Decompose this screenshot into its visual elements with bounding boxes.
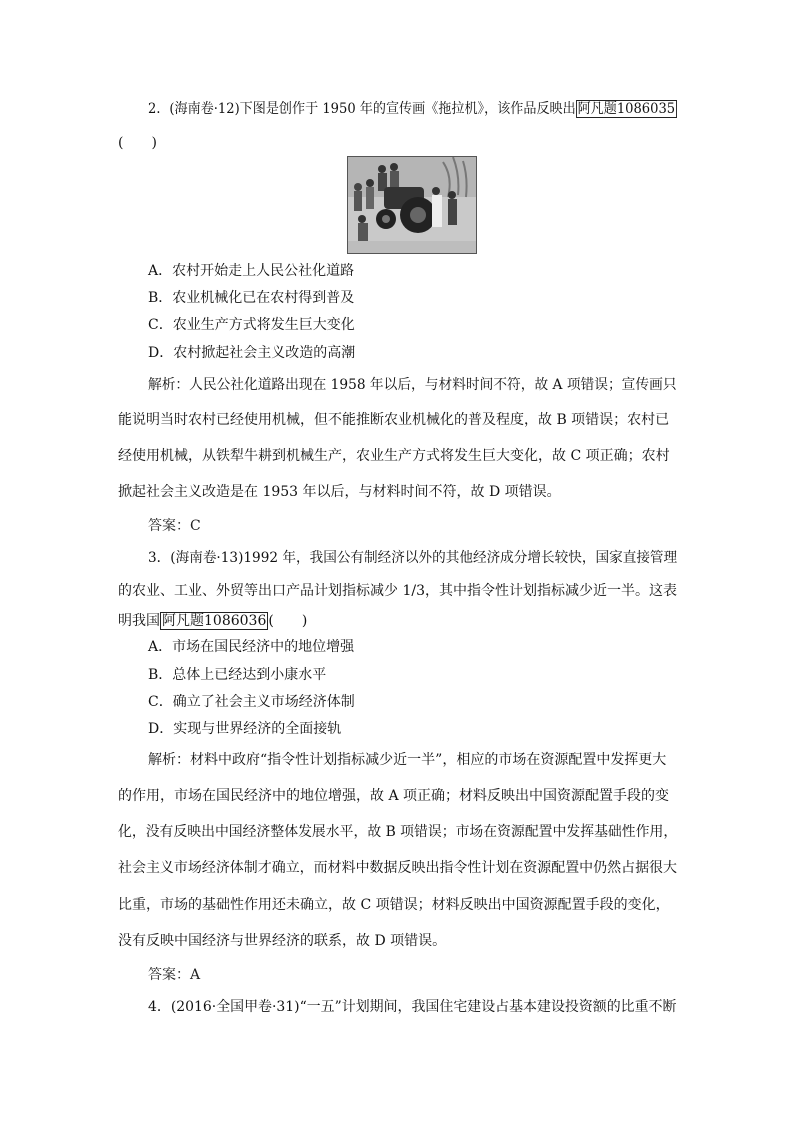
q3-stem-text: 明我国	[118, 613, 160, 629]
q3-option-d: D．实现与世界经济的全面接轨	[148, 721, 342, 737]
q3-option-b: B．总体上已经达到小康水平	[148, 667, 327, 683]
q2-analysis-line-1: 解析：人民公社化道路出现在 1958 年以后，与材料时间不符，故 A 项错误；宣传画只	[148, 377, 677, 393]
q3-analysis-line-6: 没有反映中国经济与世界经济的联系，故 D 项错误。	[118, 933, 447, 949]
q4-stem-line-1: 4．(2016·全国甲卷·31)“一五”计划期间，我国住宅建设占基本建设投资额的比重不断	[148, 999, 677, 1015]
q3-analysis-line-4: 社会主义市场经济体制才确立，而材料中数据反映出指令性计划在资源配置中仍然占据很大	[118, 860, 677, 876]
q3-answer: 答案：A	[148, 967, 201, 983]
q2-option-c: C．农业生产方式将发生巨大变化	[148, 317, 355, 333]
q3-option-c: C．确立了社会主义市场经济体制	[148, 694, 355, 710]
q3-paren: ( )	[268, 613, 308, 629]
q2-stem	[148, 100, 677, 118]
q2-option-b: B．农业机械化已在农村得到普及	[148, 290, 355, 306]
q2-code-box: 阿凡题1086035	[577, 101, 676, 117]
q2-paren: ( )	[118, 135, 157, 151]
tractor-poster-image	[347, 156, 477, 254]
q2-analysis-line-3: 经使用机械，从铁犁牛耕到机械生产，农业生产方式将发生巨大变化，故 C 项正确；农村	[118, 448, 670, 464]
q3-stem-line-2: 的农业、工业、外贸等出口产品计划指标减少 1/3，其中指令性计划指标减少近一半。这表	[118, 583, 677, 599]
q3-option-a: A．市场在国民经济中的地位增强	[148, 639, 355, 655]
q2-option-a: A．农村开始走上人民公社化道路	[148, 263, 355, 279]
q3-analysis-line-3: 化，没有反映出中国经济整体发展水平，故 B 项错误；市场在资源配置中发挥基础性作用，	[118, 824, 678, 840]
q2-option-d: D．农村掀起社会主义改造的高潮	[148, 345, 356, 361]
q3-analysis-line-5: 比重，市场的基础性作用还未确立，故 C 项错误；材料反映出中国资源配置手段的变化，	[118, 897, 670, 913]
q3-code-box: 阿凡题1086036	[162, 613, 267, 629]
q3-analysis-line-1: 解析：材料中政府“指令性计划指标减少近一半”，相应的市场在资源配置中发挥更大	[148, 752, 667, 768]
q2-analysis-line-2: 能说明当时农村已经使用机械，但不能推断农业机械化的普及程度，故 B 项错误；农村已	[118, 412, 670, 428]
q3-analysis-line-2: 的作用，市场在国民经济中的地位增强，故 A 项正确；材料反映出中国资源配置手段的变	[118, 788, 670, 804]
q2-answer: 答案：C	[148, 518, 201, 534]
q3-stem-line-1: 3．(海南卷·13)1992 年，我国公有制经济以外的其他经济成分增长较快，国家直接管理	[148, 550, 678, 566]
q2-stem-text: 2．(海南卷·12)下图是创作于 1950 年的宣传画《拖拉机》，该作品反映出	[148, 101, 576, 117]
q3-stem-line-3	[118, 612, 307, 630]
q2-analysis-line-4: 掀起社会主义改造是在 1953 年以后，与材料时间不符，故 D 项错误。	[118, 484, 561, 500]
